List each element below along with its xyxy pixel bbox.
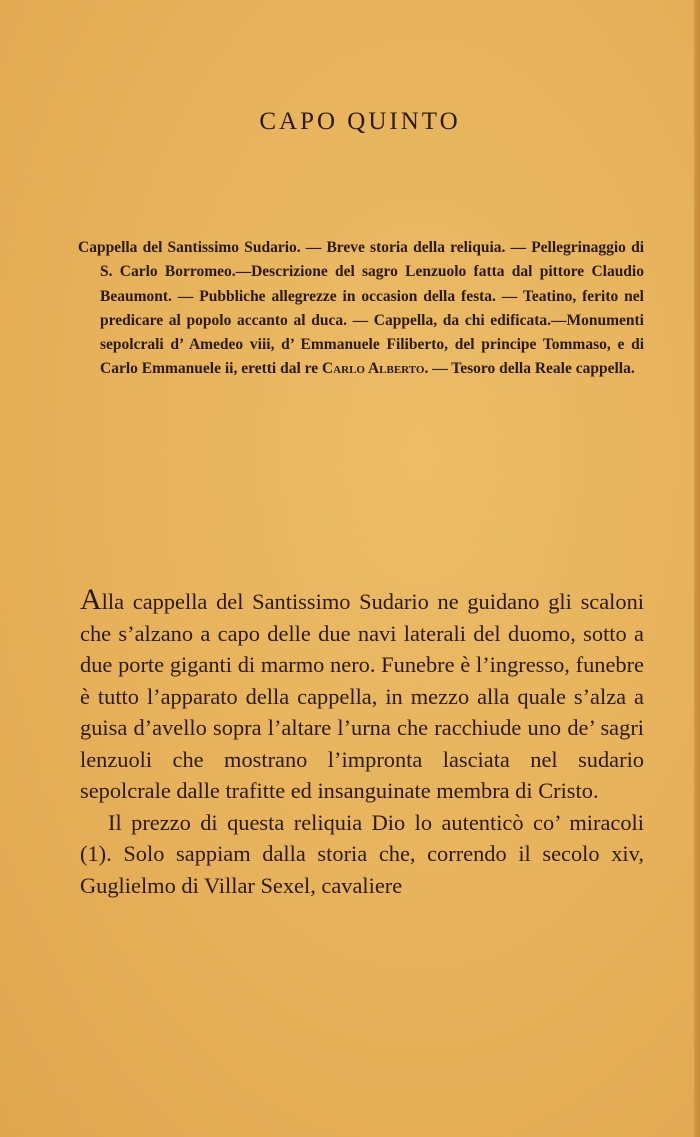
- summary-paragraph: [78, 236, 644, 382]
- summary-king-name: Carlo Alberto: [321, 360, 425, 378]
- chapter-title: CAPO QUINTO: [259, 108, 461, 135]
- page-edge-shadow: [694, 0, 700, 1137]
- body-text: [80, 583, 644, 901]
- summary-text-after-name: . — Tesoro della Reale cappella.: [424, 360, 635, 378]
- summary-text-before-name: Cappella del Santissimo Sudario. — Breve storia della reliquia. — Pellegrinaggio di S. Carlo Borromeo.—Descrizione del sagro Lenzuolo fatta dal pittore Claudio Beaumont. — Pubbliche allegrezze in occasion della festa. — Teatino, ferito nel predicare al popolo accanto al duca. — Cappella, da chi edificata.—Monumenti sepolcrali d’ Amedeo viii, d’ Emmanuele Filiberto, del principe Tommaso, e di Carlo Emmanuele ii, eretti dal re: [78, 239, 644, 378]
- body-paragraph-1: [80, 583, 644, 807]
- body-paragraph-1-text: lla cappella del Santissimo Sudario ne guidano gli scaloni che s’alzano a capo delle due navi laterali del duomo, sotto a due porte giganti di marmo nero. Funebre è l’ingresso, funebre è tutto l’apparato della cappella, in mezzo alla quale s’alza a guisa d’avello sopra l’altare l’urna che racchiude uno de’ sagri lenzuoli che mostrano l’impronta lasciata nel sudario sepolcrale dalle trafitte ed insanguinate membra di Cristo.: [80, 589, 644, 803]
- drop-cap-letter: A: [80, 583, 102, 616]
- chapter-summary: [78, 236, 644, 382]
- body-paragraph-2: Il prezzo di questa reliquia Dio lo autenticò co’ miracoli (1). Solo sappiam dalla storia che, correndo il secolo xiv, Guglielmo di Villar Sexel, cavaliere: [80, 809, 644, 898]
